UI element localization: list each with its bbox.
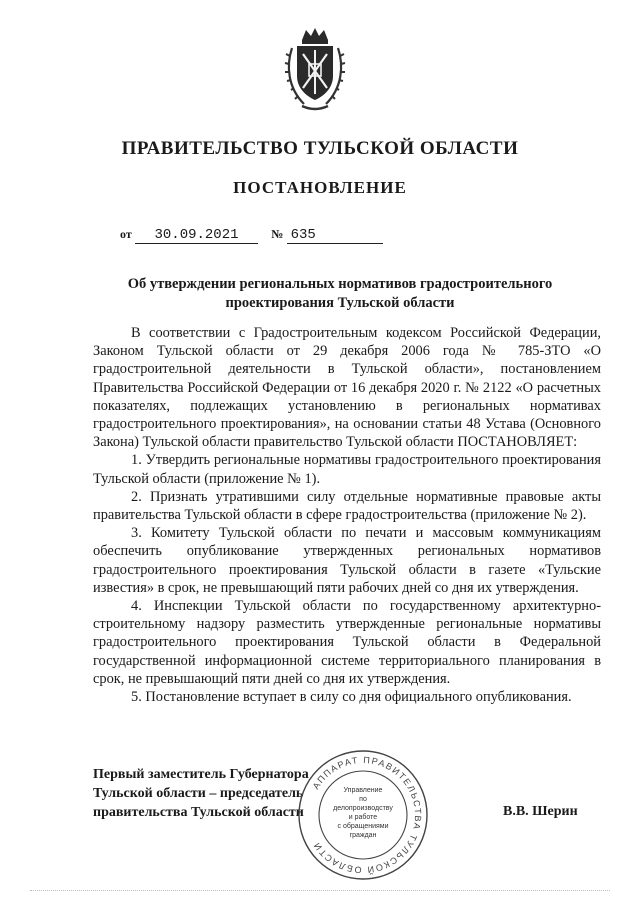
resolution-item: 4. Инспекции Тульской области по государственному архитектурно-строительному надзору разместить утвержденные региональные нормативы градостроительного проектирования Тульской области в Федеральной государственной информационной системе территориального планирования в срок, не превышающий пяти дней со дня их утверждения. bbox=[93, 598, 601, 687]
resolution-item: 1. Утвердить региональные нормативы градостроительного проектирования Тульской области (приложение № 1). bbox=[93, 452, 601, 487]
document-type: ПОСТАНОВЛЕНИЕ bbox=[233, 178, 407, 197]
subject-line: Об утверждении региональных нормативов градостроительного bbox=[127, 276, 553, 292]
resolution-item: 3. Комитету Тульской области по печати и массовым коммуникациям обеспечить опубликование утвержденных региональных нормативов градостроительного проектирования Тульской области в газете «Тульские известия» в срок, не превышающий пяти рабочих дней со дня их утверждения. bbox=[93, 525, 601, 596]
stamp-line: Управление bbox=[343, 787, 383, 794]
intro-paragraph: В соответствии с Градостроительным кодексом Российской Федерации, Законом Тульской области от 29 декабря 2006 года № 785-ЗТО «О градостроительной деятельности в Тульской области», постановлением Правительства Российской Федерации от 16 декабря 2020 г. № 2122 «О расчетных показателях, подлежащих установлению в региональных нормативах градостроительного проектирования», на основании статьи 48 Устава (Основного Закона) Тульской области правительство Тульской области ПОСТАНОВЛЯЕТ: bbox=[93, 325, 601, 451]
date-label: от bbox=[120, 227, 132, 241]
signature-position-line: Первый заместитель Губернатора bbox=[93, 767, 309, 782]
number-label: № bbox=[271, 227, 284, 241]
document-date: 30.09.2021 bbox=[135, 227, 258, 244]
resolution-item: 5. Постановление вступает в силу со дня официального опубликования. bbox=[131, 689, 572, 706]
subject-line: проектирования Тульской области bbox=[225, 295, 455, 311]
scan-artifact-line bbox=[30, 890, 610, 892]
signer-name: В.В. Шерин bbox=[503, 804, 578, 819]
date-number-line bbox=[120, 226, 383, 244]
stamp-line: граждан bbox=[349, 832, 377, 839]
stamp-line: с обращениями bbox=[337, 823, 389, 830]
document-number: 635 bbox=[287, 227, 383, 244]
stamp-line: и работе bbox=[348, 814, 378, 821]
signature-position-line: Тульской области – председатель bbox=[93, 786, 304, 801]
document-subject bbox=[90, 275, 590, 313]
document-body bbox=[93, 324, 601, 706]
signature-position-line: правительства Тульской области bbox=[93, 805, 304, 820]
stamp-line: по делопроизводству bbox=[333, 796, 393, 812]
tula-coat-of-arms-icon bbox=[284, 26, 346, 114]
government-title: ПРАВИТЕЛЬСТВО ТУЛЬСКОЙ ОБЛАСТИ bbox=[121, 138, 519, 159]
stamp-center-text bbox=[332, 786, 394, 840]
signature-block bbox=[93, 765, 309, 822]
resolution-item: 2. Признать утратившими силу отдельные нормативные правовые акты правительства Тульской области в сфере градостроительства (приложение № 2). bbox=[93, 488, 601, 524]
stamp-ring-text: АППАРАТ ПРАВИТЕЛЬСТВА ТУЛЬСКОЙ ОБЛАСТИ bbox=[310, 754, 424, 876]
